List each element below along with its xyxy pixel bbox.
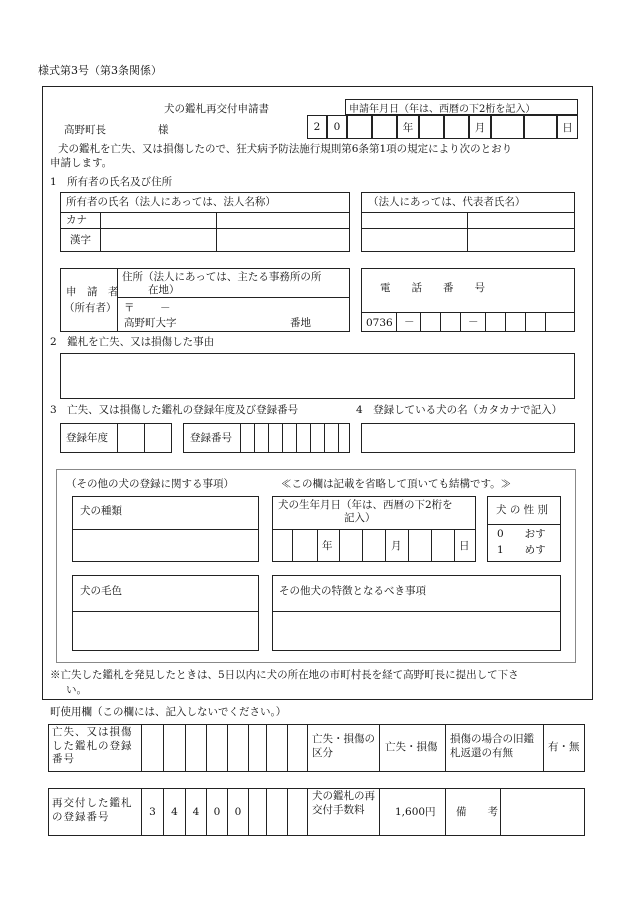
intro-text-2: 申請します。: [50, 157, 113, 169]
date-day-digit-1[interactable]: [491, 115, 524, 139]
breed-label: 犬の種類: [80, 505, 122, 517]
reissue-digit-1: 3: [141, 788, 163, 836]
address-town: 高野町大字: [124, 317, 177, 329]
date-digit-1[interactable]: 2: [307, 115, 327, 139]
representative-label: （法人にあっては、代表者氏名）: [368, 196, 526, 208]
sex-label: 犬 の 性 別: [496, 504, 549, 516]
remarks-label: 備 考: [456, 806, 498, 818]
coat-color-input[interactable]: [73, 612, 258, 650]
phone-label: 電 話 番 号: [380, 282, 485, 294]
kana-label: カナ: [66, 214, 87, 226]
other-matters-note: ≪この欄は記載を省略して頂いても結構です。≫: [281, 478, 512, 490]
remarks-input: [501, 789, 584, 835]
office-return-label: 損傷の場合の旧鑑札返還の有無: [450, 733, 534, 759]
loss-reason-input[interactable]: [60, 353, 575, 399]
reissue-digit-2: 4: [163, 788, 185, 836]
address-label-2: 在地）: [148, 284, 180, 296]
date-digit-2[interactable]: 0: [327, 115, 347, 139]
owner-label: （所有者）: [64, 302, 117, 314]
date-month-digit-1[interactable]: [419, 115, 444, 139]
birth-date-label-2: 記入）: [344, 512, 376, 524]
coat-color-label: 犬の毛色: [80, 585, 122, 597]
date-year-digit-4[interactable]: [372, 115, 397, 139]
postal-mark: 〒: [124, 302, 135, 314]
owner-name-label: 所有者の氏名（法人にあっては、法人名称）: [66, 196, 276, 208]
owner-kanji-input[interactable]: [101, 229, 349, 251]
address-banchi: 番地: [290, 317, 311, 329]
office-category-value: 亡失・損傷: [385, 741, 438, 753]
form-title: 犬の鑑札再交付申請書: [164, 103, 269, 115]
date-header: 申請年月日（年は、西暦の下2桁を記入）: [345, 99, 578, 115]
address-input[interactable]: [118, 298, 349, 331]
date-month-digit-2[interactable]: [444, 115, 469, 139]
note-line-1: ※亡失した鑑札を発見したときは、5日以内に犬の所在地の市町村長を経て高野町長に提出して下さ: [50, 669, 519, 681]
phone-dash-1: －: [404, 316, 415, 328]
phone-area-code: 0736: [366, 317, 393, 329]
phone-dash-2: －: [468, 316, 479, 328]
section-2-title: 2 鑑札を亡失、又は損傷した事由: [50, 336, 215, 348]
office-reg-label: 亡失、又は損傷した鑑札の登録番号: [52, 726, 133, 766]
date-day-label: 日: [557, 115, 578, 139]
reg-number-input[interactable]: [241, 424, 349, 452]
kanji-label: 漢字: [70, 234, 91, 246]
date-month-label: 月: [469, 115, 491, 139]
office-return-value: 有・無: [548, 741, 580, 753]
fee-label: 犬の鑑札の再交付手数料: [312, 790, 375, 816]
reg-year-input[interactable]: [118, 424, 171, 452]
reg-number-label: 登録番号: [190, 432, 232, 444]
note-line-2: い。: [66, 684, 87, 696]
date-year-digit-3[interactable]: [347, 115, 372, 139]
office-use-title: 町使用欄（この欄には、記入しないでください。）: [50, 706, 287, 718]
reissue-digit-3: 4: [185, 788, 206, 836]
owner-kana-input[interactable]: [101, 213, 349, 228]
applicant-label: 申 請 者: [66, 286, 119, 298]
reissue-label: 再交付した鑑札の登録番号: [52, 797, 133, 823]
birth-month-label: 月: [391, 540, 402, 552]
section-3-title: 3 亡失、又は損傷した鑑札の登録年度及び登録番号: [50, 404, 299, 416]
postal-dash: －: [160, 302, 171, 314]
date-day-digit-2[interactable]: [524, 115, 557, 139]
birth-day-label: 日: [459, 540, 470, 552]
addressee: 高野町長: [64, 124, 106, 136]
date-year-label: 年: [397, 115, 419, 139]
breed-input[interactable]: [73, 530, 258, 561]
form-number: 様式第3号（第3条関係）: [38, 64, 162, 77]
addressee-honorific: 様: [158, 124, 169, 136]
section-4-title: 4 登録している犬の名（カタカナで記入）: [356, 404, 563, 416]
office-category-label: 亡失・損傷の区分: [312, 733, 375, 759]
reissue-digit-4: 0: [206, 788, 227, 836]
section-1-title: 1 所有者の氏名及び住所: [50, 176, 173, 188]
sex-option-female[interactable]: 1 めす: [497, 544, 546, 556]
representative-input[interactable]: [362, 213, 574, 251]
birth-date-input[interactable]: [273, 530, 475, 561]
reg-year-label: 登録年度: [66, 432, 108, 444]
dog-name-input[interactable]: [361, 423, 575, 453]
phone-input[interactable]: [421, 313, 574, 331]
fee-value: 1,600円: [395, 806, 436, 818]
features-input[interactable]: [273, 612, 560, 650]
address-label: 住所（法人にあっては、主たる事務所の所: [122, 271, 322, 283]
intro-text-1: 犬の鑑札を亡失、又は損傷したので、狂犬病予防法施行規則第6条第1項の規定により次のとおり: [58, 143, 513, 155]
birth-year-label: 年: [322, 540, 333, 552]
reissue-digit-5: 0: [227, 788, 248, 836]
features-label: その他犬の特徴となるべき事項: [279, 585, 426, 597]
application-date-row: [307, 115, 578, 139]
birth-date-label: 犬の生年月日（年は、西暦の下2桁を: [278, 499, 453, 511]
sex-option-male[interactable]: 0 おす: [497, 528, 546, 540]
other-matters-title: （その他の犬の登録に関する事項）: [66, 478, 234, 490]
